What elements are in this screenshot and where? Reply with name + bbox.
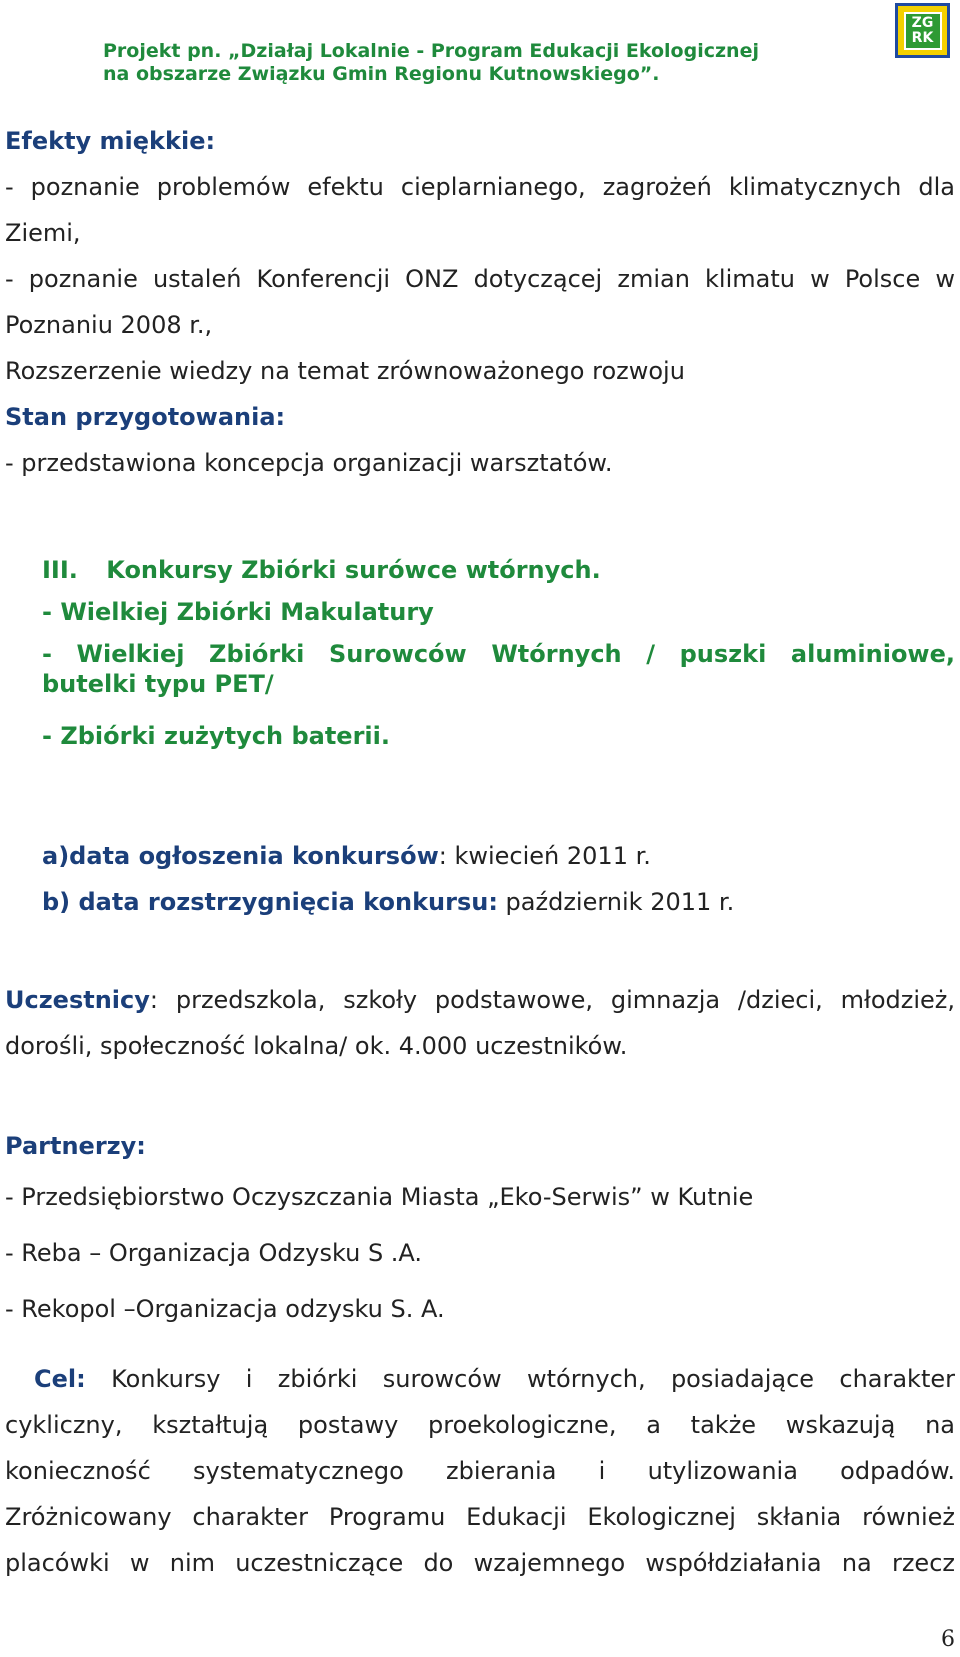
- collection-item-batteries: - Zbiórki zużytych baterii.: [42, 722, 390, 750]
- goal-label: Cel:: [34, 1365, 86, 1393]
- partners-heading: Partnerzy:: [5, 1132, 146, 1160]
- soft-effect-item-1-line-2: Ziemi,: [5, 219, 81, 247]
- goal-text-1: Konkursy i zbiórki surowców wtórnych, posiadające charakter: [85, 1365, 955, 1393]
- goal-line-1: [5, 1356, 955, 1402]
- participants-section: [5, 977, 955, 1069]
- soft-effect-item-1-line-1: - poznanie problemów efektu cieplarnianego, zagrożeń klimatycznych dla: [5, 173, 955, 201]
- date-announcement-label: a)data ogłoszenia konkursów: [42, 842, 439, 870]
- date-resolution-value: październik 2011 r.: [497, 888, 735, 916]
- header-line-1: Projekt pn. „Działaj Lokalnie - Program Edukacji Ekologicznej: [103, 40, 759, 62]
- date-resolution-label: b) data rozstrzygnięcia konkursu:: [42, 888, 498, 916]
- section-3-heading: [42, 556, 601, 584]
- goal-section: [5, 1356, 955, 1586]
- preparation-heading: Stan przygotowania:: [5, 403, 286, 431]
- collection-item-recyclables-line-1: - Wielkiej Zbiórki Surowców Wtórnych / puszki aluminiowe,: [42, 640, 955, 668]
- collection-item-paper: - Wielkiej Zbiórki Makulatury: [42, 598, 434, 626]
- date-announcement: [42, 842, 651, 870]
- logo-text-top: ZG: [911, 14, 934, 31]
- section-title: Konkursy Zbiórki surówce wtórnych.: [106, 556, 601, 584]
- document-header: [103, 40, 759, 86]
- partner-item: - Przedsiębiorstwo Oczyszczania Miasta „Eko-Serwis” w Kutnie: [5, 1183, 754, 1211]
- participants-line-2: dorośli, społeczność lokalna/ ok. 4.000 uczestników.: [5, 1032, 628, 1060]
- partner-item: - Reba – Organizacja Odzysku S .A.: [5, 1239, 423, 1267]
- soft-effect-item-2-line-1: - poznanie ustaleń Konferencji ONZ dotyczącej zmian klimatu w Polsce w: [5, 265, 955, 293]
- collection-item-recyclables-line-2: butelki typu PET/: [42, 670, 274, 698]
- soft-effects-heading: Efekty miękkie:: [5, 127, 216, 155]
- logo-mark: [904, 12, 942, 50]
- partners-section: [5, 1123, 955, 1337]
- partner-item: - Rekopol –Organizacja odzysku S. A.: [5, 1295, 445, 1323]
- date-announcement-value: : kwiecień 2011 r.: [438, 842, 651, 870]
- goal-line-2: cykliczny, kształtują postawy proekologiczne, a także wskazują na: [5, 1411, 955, 1439]
- soft-effect-item-2-line-2: Poznaniu 2008 r.,: [5, 311, 213, 339]
- goal-line-3: konieczność systematycznego zbierania i utylizowania odpadów.: [5, 1457, 955, 1485]
- participants-label: Uczestnicy: [5, 986, 150, 1014]
- soft-effect-item-3: Rozszerzenie wiedzy na temat zrównoważonego rozwoju: [5, 357, 685, 385]
- section-number: III.: [42, 556, 78, 584]
- participants-line-1: [5, 977, 955, 1023]
- page-number: 6: [941, 1627, 955, 1652]
- logo-text-bottom: RK: [911, 29, 934, 46]
- goal-line-4: Zróżnicowany charakter Programu Edukacji Ekologicznej skłania również: [5, 1503, 955, 1531]
- preparation-text: - przedstawiona koncepcja organizacji warsztatów.: [5, 449, 613, 477]
- date-resolution: [42, 888, 734, 916]
- zgrk-logo: [895, 3, 950, 58]
- goal-line-5: placówki w nim uczestniczące do wzajemnego współdziałania na rzecz: [5, 1549, 955, 1577]
- header-line-2: na obszarze Związku Gmin Regionu Kutnowskiego”.: [103, 63, 660, 85]
- participants-text-1: : przedszkola, szkoły podstawowe, gimnazja /dzieci, młodzież,: [149, 986, 955, 1014]
- soft-effects-section: [5, 118, 955, 486]
